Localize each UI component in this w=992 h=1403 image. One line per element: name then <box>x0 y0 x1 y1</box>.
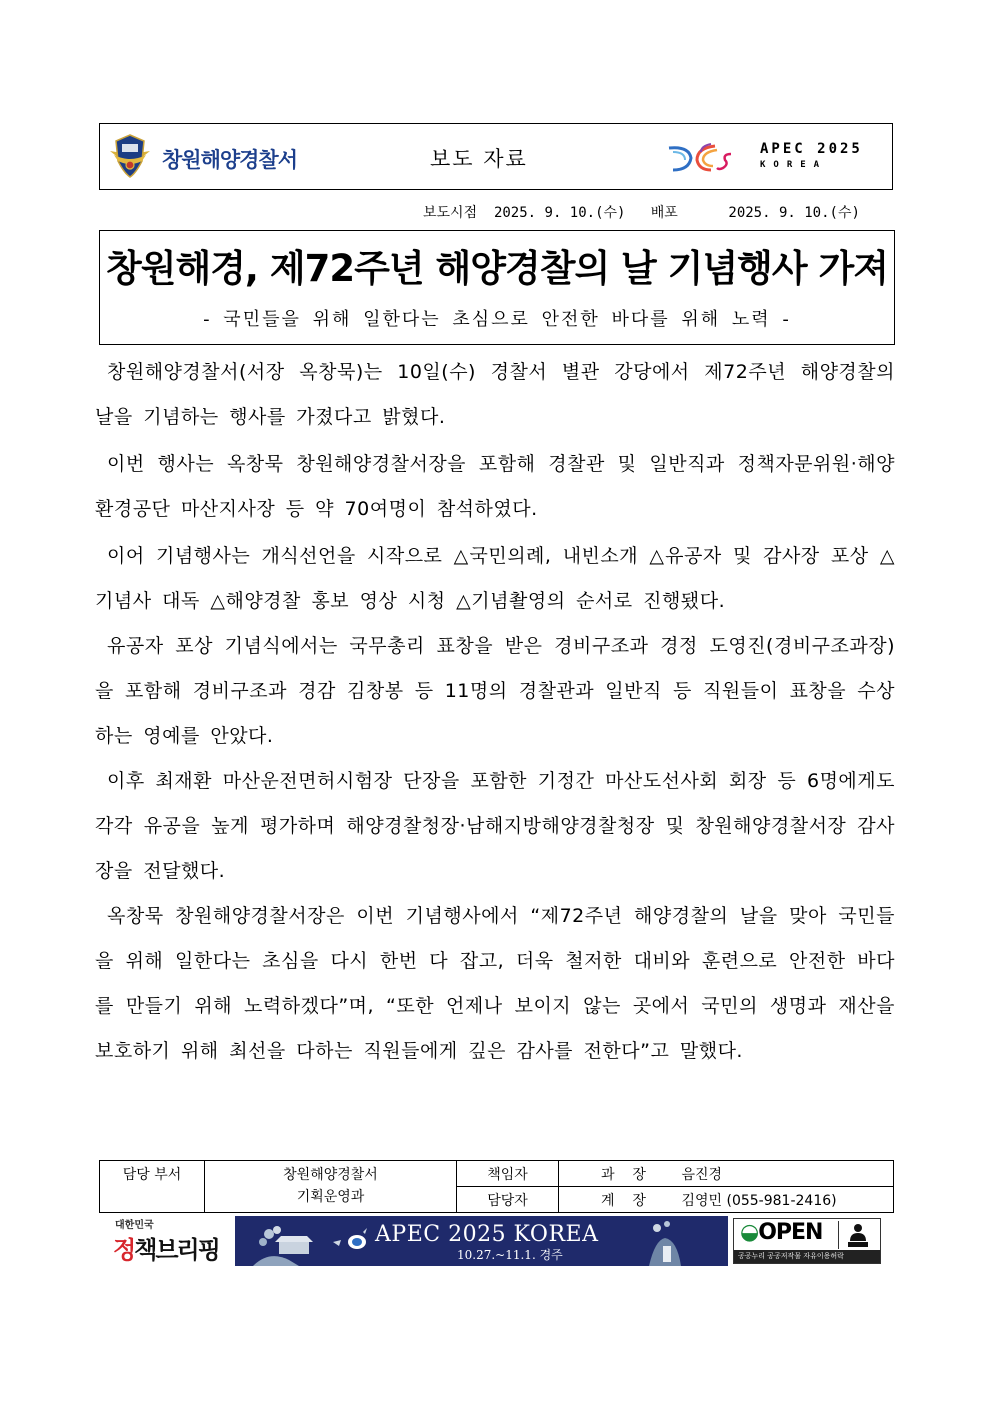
paragraph: 유공자 포상 기념식에서는 국무총리 표창을 받은 경비구조과 경정 도영진(경비구조과장)을 포함해 경비구조과 경감 김창봉 등 11명의 경찰관과 일반직 등 직원들이 표창을 수상하는 영예를 안았다. <box>95 635 895 747</box>
kogl-open-license <box>733 1218 881 1264</box>
coast-guard-emblem-icon <box>108 133 152 179</box>
paragraph: 옥창묵 창원해양경찰서장은 이번 기념행사에서 “제72주년 해양경찰의 날을 맞아 국민들을 위해 일한다는 초심을 다시 한번 다 잡고, 더욱 철저한 대비와 훈련으로 안전한 바다를 만들기 위해 노력하겠다”며, “또한 언제나 보이지 않는 곳에서 국민의 생명과 재산을 보호하기 위해 최선을 다하는 직원들에게 깊은 감사를 전한다”고 말했다. <box>95 905 895 1062</box>
apec-banner <box>235 1216 728 1266</box>
header-box <box>99 123 893 190</box>
apec-emblem-icon <box>331 1226 371 1254</box>
open-word: OPEN <box>758 1220 823 1245</box>
apec-banner-dates: 10.27.~11.1. 경주 <box>457 1248 563 1262</box>
policy-briefing-rest: 책브리핑 <box>134 1236 219 1264</box>
role-label: 책임자 <box>487 1166 528 1183</box>
headline-title: 창원해경, 제72주년 해양경찰의 날 기념행사 가져 <box>105 247 889 290</box>
dept-label-cell <box>100 1161 205 1213</box>
contact-name: 음진경 <box>681 1166 723 1183</box>
apec-wordmark-line1: APEC 2025 <box>760 141 863 157</box>
table-row <box>100 1161 894 1187</box>
role-cell <box>457 1161 559 1187</box>
release-date-line: 보도시점 2025. 9. 10.(수) 배포 2025. 9. 10.(수) <box>423 205 860 221</box>
paragraph: 이후 최재환 마산운전면허시험장 단장을 포함한 기정간 마산도선사회 회장 등 6명에게도 각각 유공을 높게 평가하며 해양경찰청장·남해지방해양경찰청장 및 창원해양경찰서장 감사장을 전달했다. <box>95 770 895 882</box>
paragraph: 이번 행사는 옥창묵 창원해양경찰서장을 포함해 경찰관 및 일반직과 정책자문위원·해양환경공단 마산지사장 등 약 70여명이 참석하였다. <box>95 453 895 520</box>
position-label: 계 장 <box>601 1192 646 1209</box>
apec-logo-icon <box>665 138 745 176</box>
dept-label: 담당 부서 <box>122 1167 182 1183</box>
paragraph: 이어 기념행사는 개식선언을 시작으로 △국민의례, 내빈소개 △유공자 및 감사장 포상 △기념사 대독 △해양경찰 홍보 영상 시청 △기념촬영의 순서로 진행됐다. <box>95 545 895 612</box>
open-license-wordmark: ◒OPEN <box>740 1220 823 1245</box>
policy-briefing-logo <box>113 1216 233 1264</box>
position-label: 과 장 <box>601 1166 646 1183</box>
apec-wordmark-line2: KOREA <box>760 160 828 170</box>
headline-subtitle: - 국민들을 위해 일한다는 초심으로 안전한 바다를 위해 노력 - <box>203 309 791 330</box>
contact-name: 김영민 (055-981-2416) <box>681 1192 837 1209</box>
footer-banners <box>99 1214 894 1266</box>
policy-briefing-small: 대한민국 <box>115 1220 154 1231</box>
policy-briefing-wordmark <box>113 1230 219 1265</box>
contact-table <box>99 1160 894 1213</box>
contact-info-cell <box>559 1161 894 1187</box>
dept-division: 기획운영과 <box>296 1189 365 1205</box>
attribution-icon <box>838 1221 877 1249</box>
document-type-label: 보도 자료 <box>430 147 528 171</box>
apec-2025-wordmark <box>760 141 863 173</box>
dept-name: 창원해양경찰서 <box>283 1167 378 1183</box>
role-cell <box>457 1187 559 1213</box>
policy-briefing-accent: 정 <box>113 1236 135 1264</box>
traditional-figure-icon <box>635 1218 695 1266</box>
contact-info-cell <box>559 1187 894 1213</box>
headline-box <box>99 230 895 345</box>
org-name: 창원해양경찰서 <box>162 148 298 172</box>
open-license-strip: 공공누리 공공저작물 자유이용허락 <box>734 1250 880 1263</box>
apec-banner-title: APEC 2025 KOREA <box>375 1222 599 1247</box>
role-label: 담당자 <box>487 1192 528 1209</box>
person-attribution-icon <box>839 1221 877 1249</box>
article-body <box>95 350 895 1074</box>
traditional-illustration-icon <box>249 1220 319 1266</box>
paragraph: 창원해양경찰서(서장 옥창묵)는 10일(수) 경찰서 별관 강당에서 제72주년 해양경찰의 날을 기념하는 행사를 가졌다고 밝혔다. <box>95 361 895 428</box>
dept-cell <box>205 1161 457 1213</box>
